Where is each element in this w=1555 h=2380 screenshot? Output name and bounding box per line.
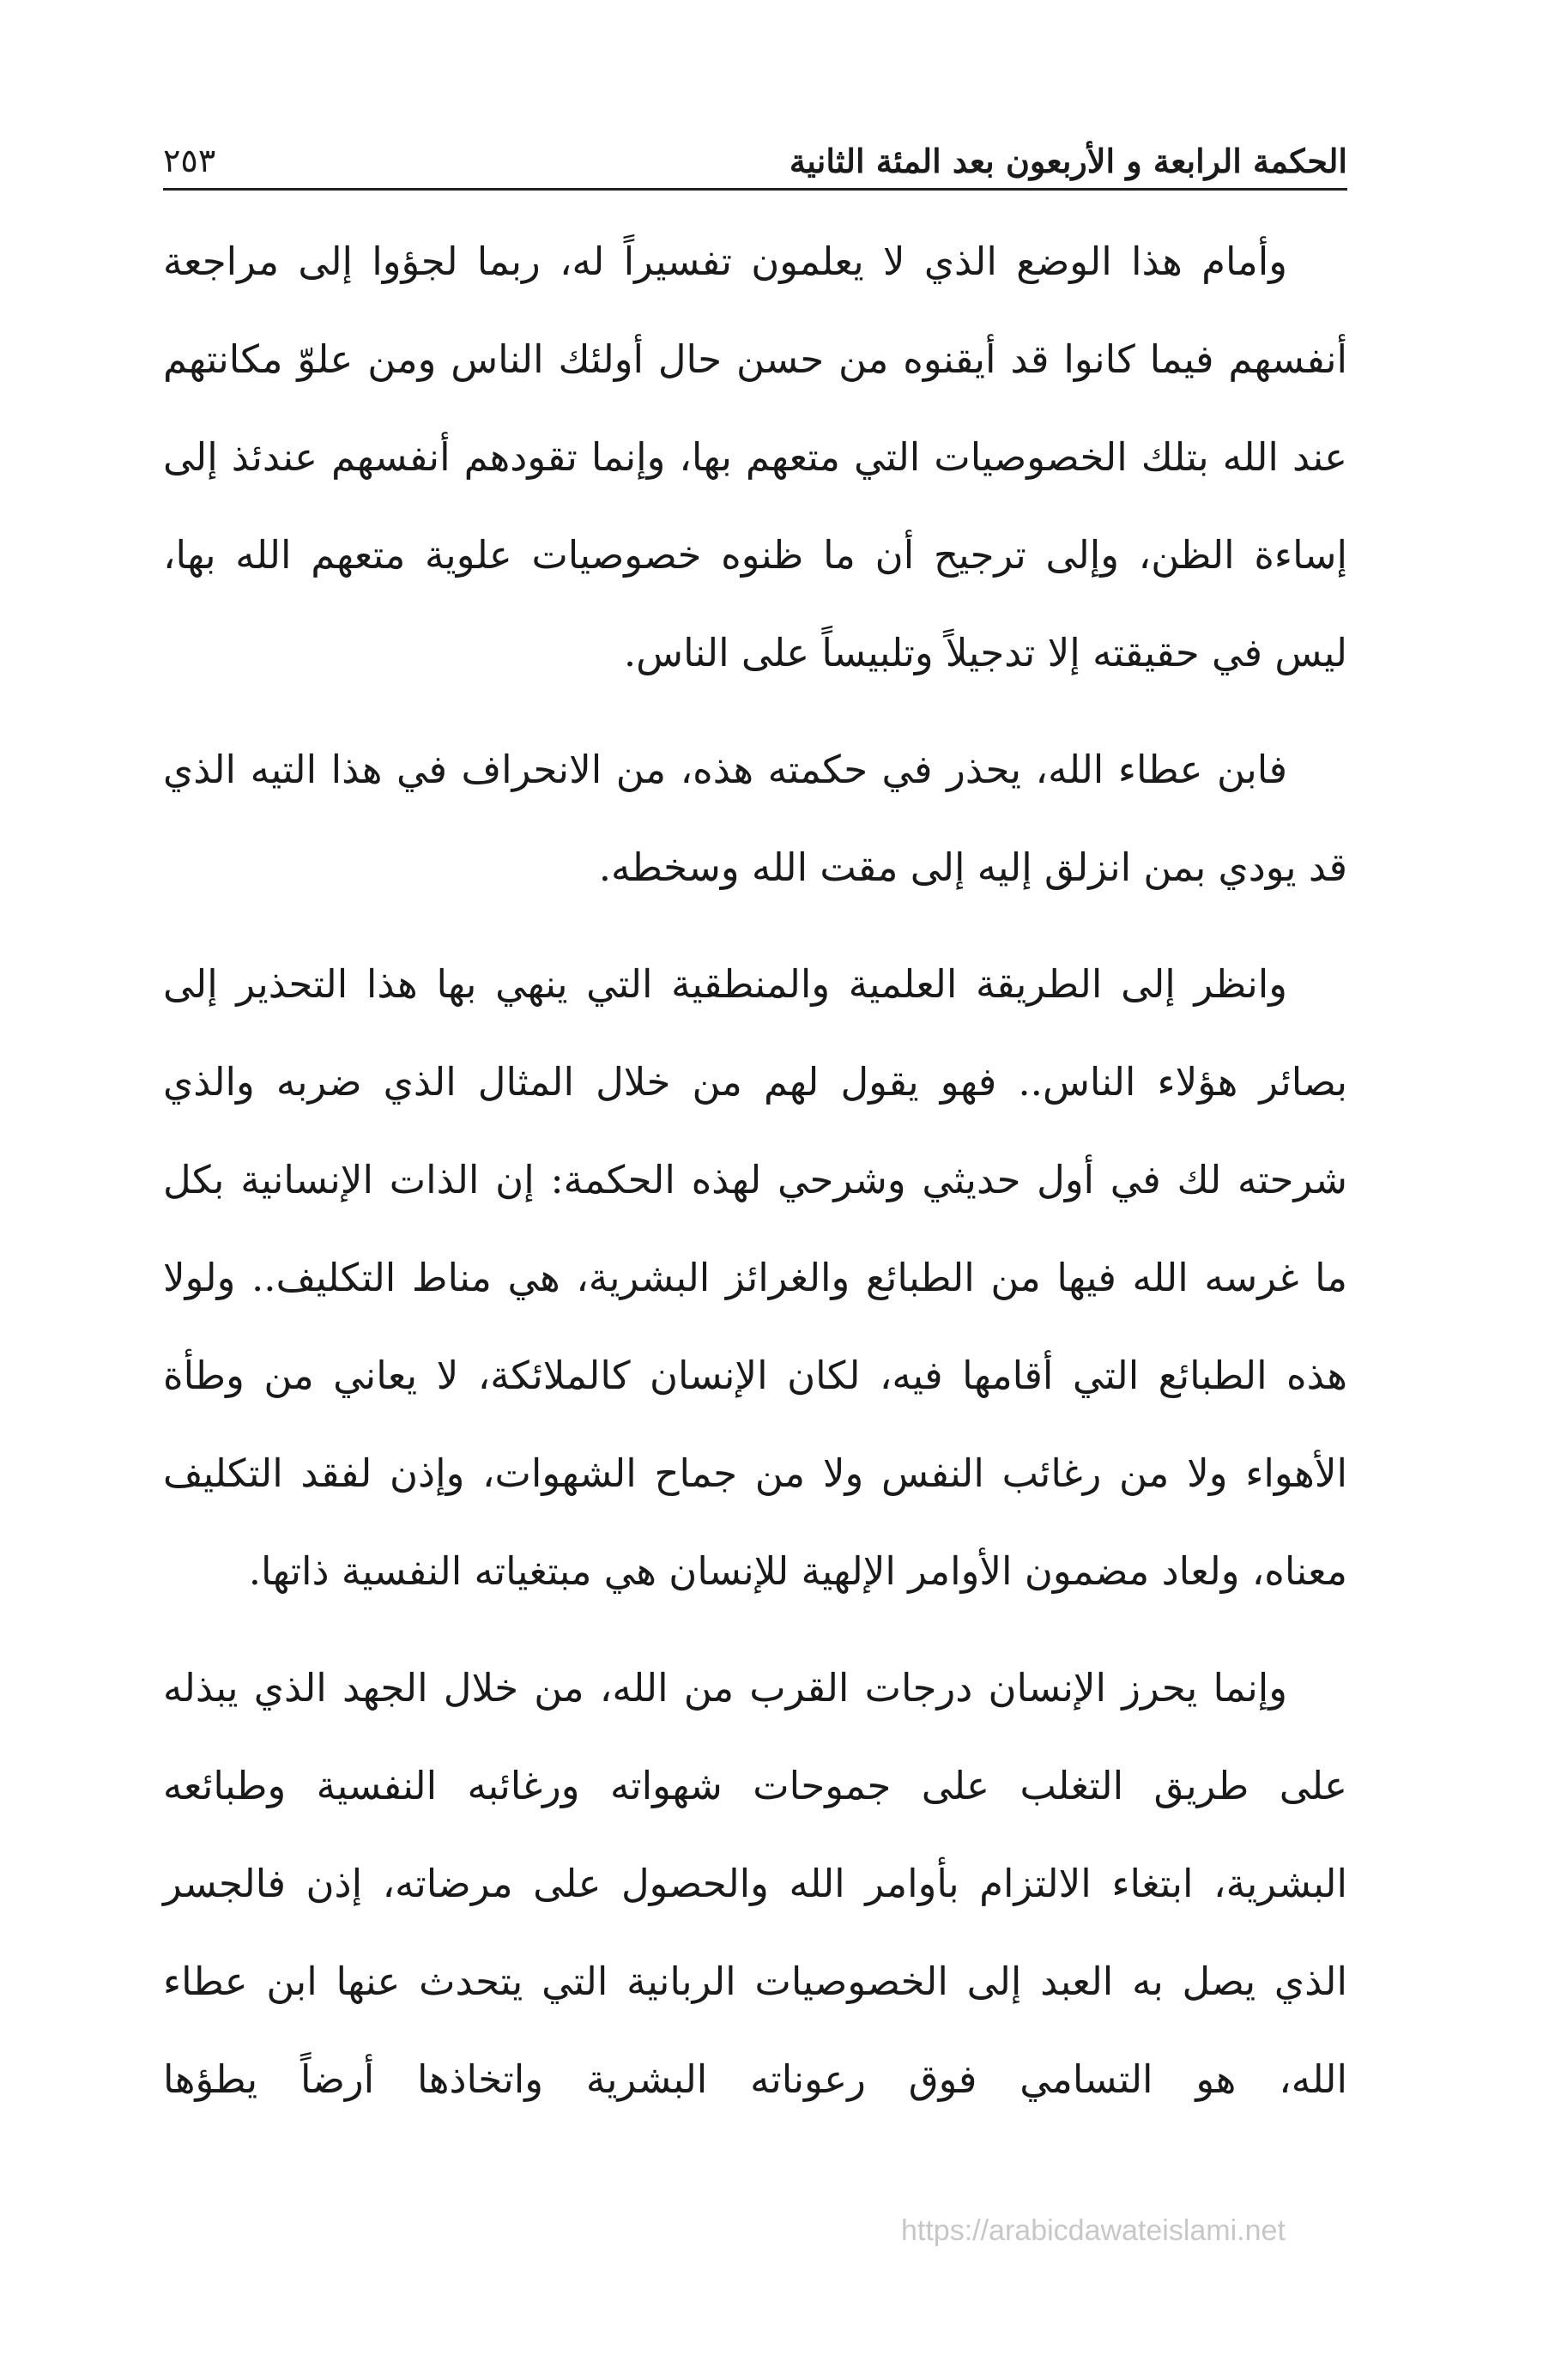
page-number: ٢٥٣ (163, 142, 216, 180)
watermark-url: https://arabicdawateislami.net (901, 2214, 1286, 2247)
paragraph-1: وأمام هذا الوضع الذي لا يعلمون تفسيراً له، ربما لجؤوا إلى مراجعة أنفسهم فيما كانوا قد أيقنوه من حسن حال أولئك الناس ومن علوّ مكانتهم عند الله بتلك الخصوصيات التي متعهم بها، وإنما تقودهم أنفسهم عندئذ إلى إساءة الظن، وإلى ترجيح أن ما ظنوه خصوصيات علوية متعهم الله بها، ليس في حقيقته إلا تدجيلاً وتلبيساً على الناس. (163, 239, 1347, 675)
running-title: الحكمة الرابعة و الأربعون بعد المئة الثانية (789, 142, 1347, 181)
page-header (163, 129, 1347, 191)
paragraph-3: وانظر إلى الطريقة العلمية والمنطقية التي ينهي بها هذا التحذير إلى بصائر هؤلاء الناس.. فهو يقول لهم من خلال المثال الذي ضربه والذي شرحته لك في أول حديثي وشرحي لهذه الحكمة: إن الذات الإنسانية بكل ما غرسه الله فيها من الطبائع والغرائز البشرية، هي مناط التكليف.. ولولا هذه الطبائع التي أقامها فيه، لكان الإنسان كالملائكة، لا يعاني من وطأة الأهواء ولا من رغائب النفس ولا من جماح الشهوات، وإذن لفقد التكليف معناه، ولعاد مضمون الأوامر الإلهية للإنسان هي مبتغياته النفسية ذاتها. (163, 961, 1347, 1594)
paragraph-2: فابن عطاء الله، يحذر في حكمته هذه، من الانحراف في هذا التيه الذي قد يودي بمن انزلق إليه إلى مقت الله وسخطه. (163, 747, 1347, 890)
body-text (163, 213, 1347, 2147)
paragraph-4: وإنما يحرز الإنسان درجات القرب من الله، من خلال الجهد الذي يبذله على طريق التغلب على جموحات شهواته ورغائبه النفسية وطبائعه البشرية، ابتغاء الالتزام بأوامر الله والحصول على مرضاته، إذن فالجسر الذي يصل به العبد إلى الخصوصيات الربانية التي يتحدث عنها ابن عطاء الله، هو التسامي فوق رعوناته البشرية واتخاذها أرضاً يطؤها (163, 1665, 1347, 2102)
